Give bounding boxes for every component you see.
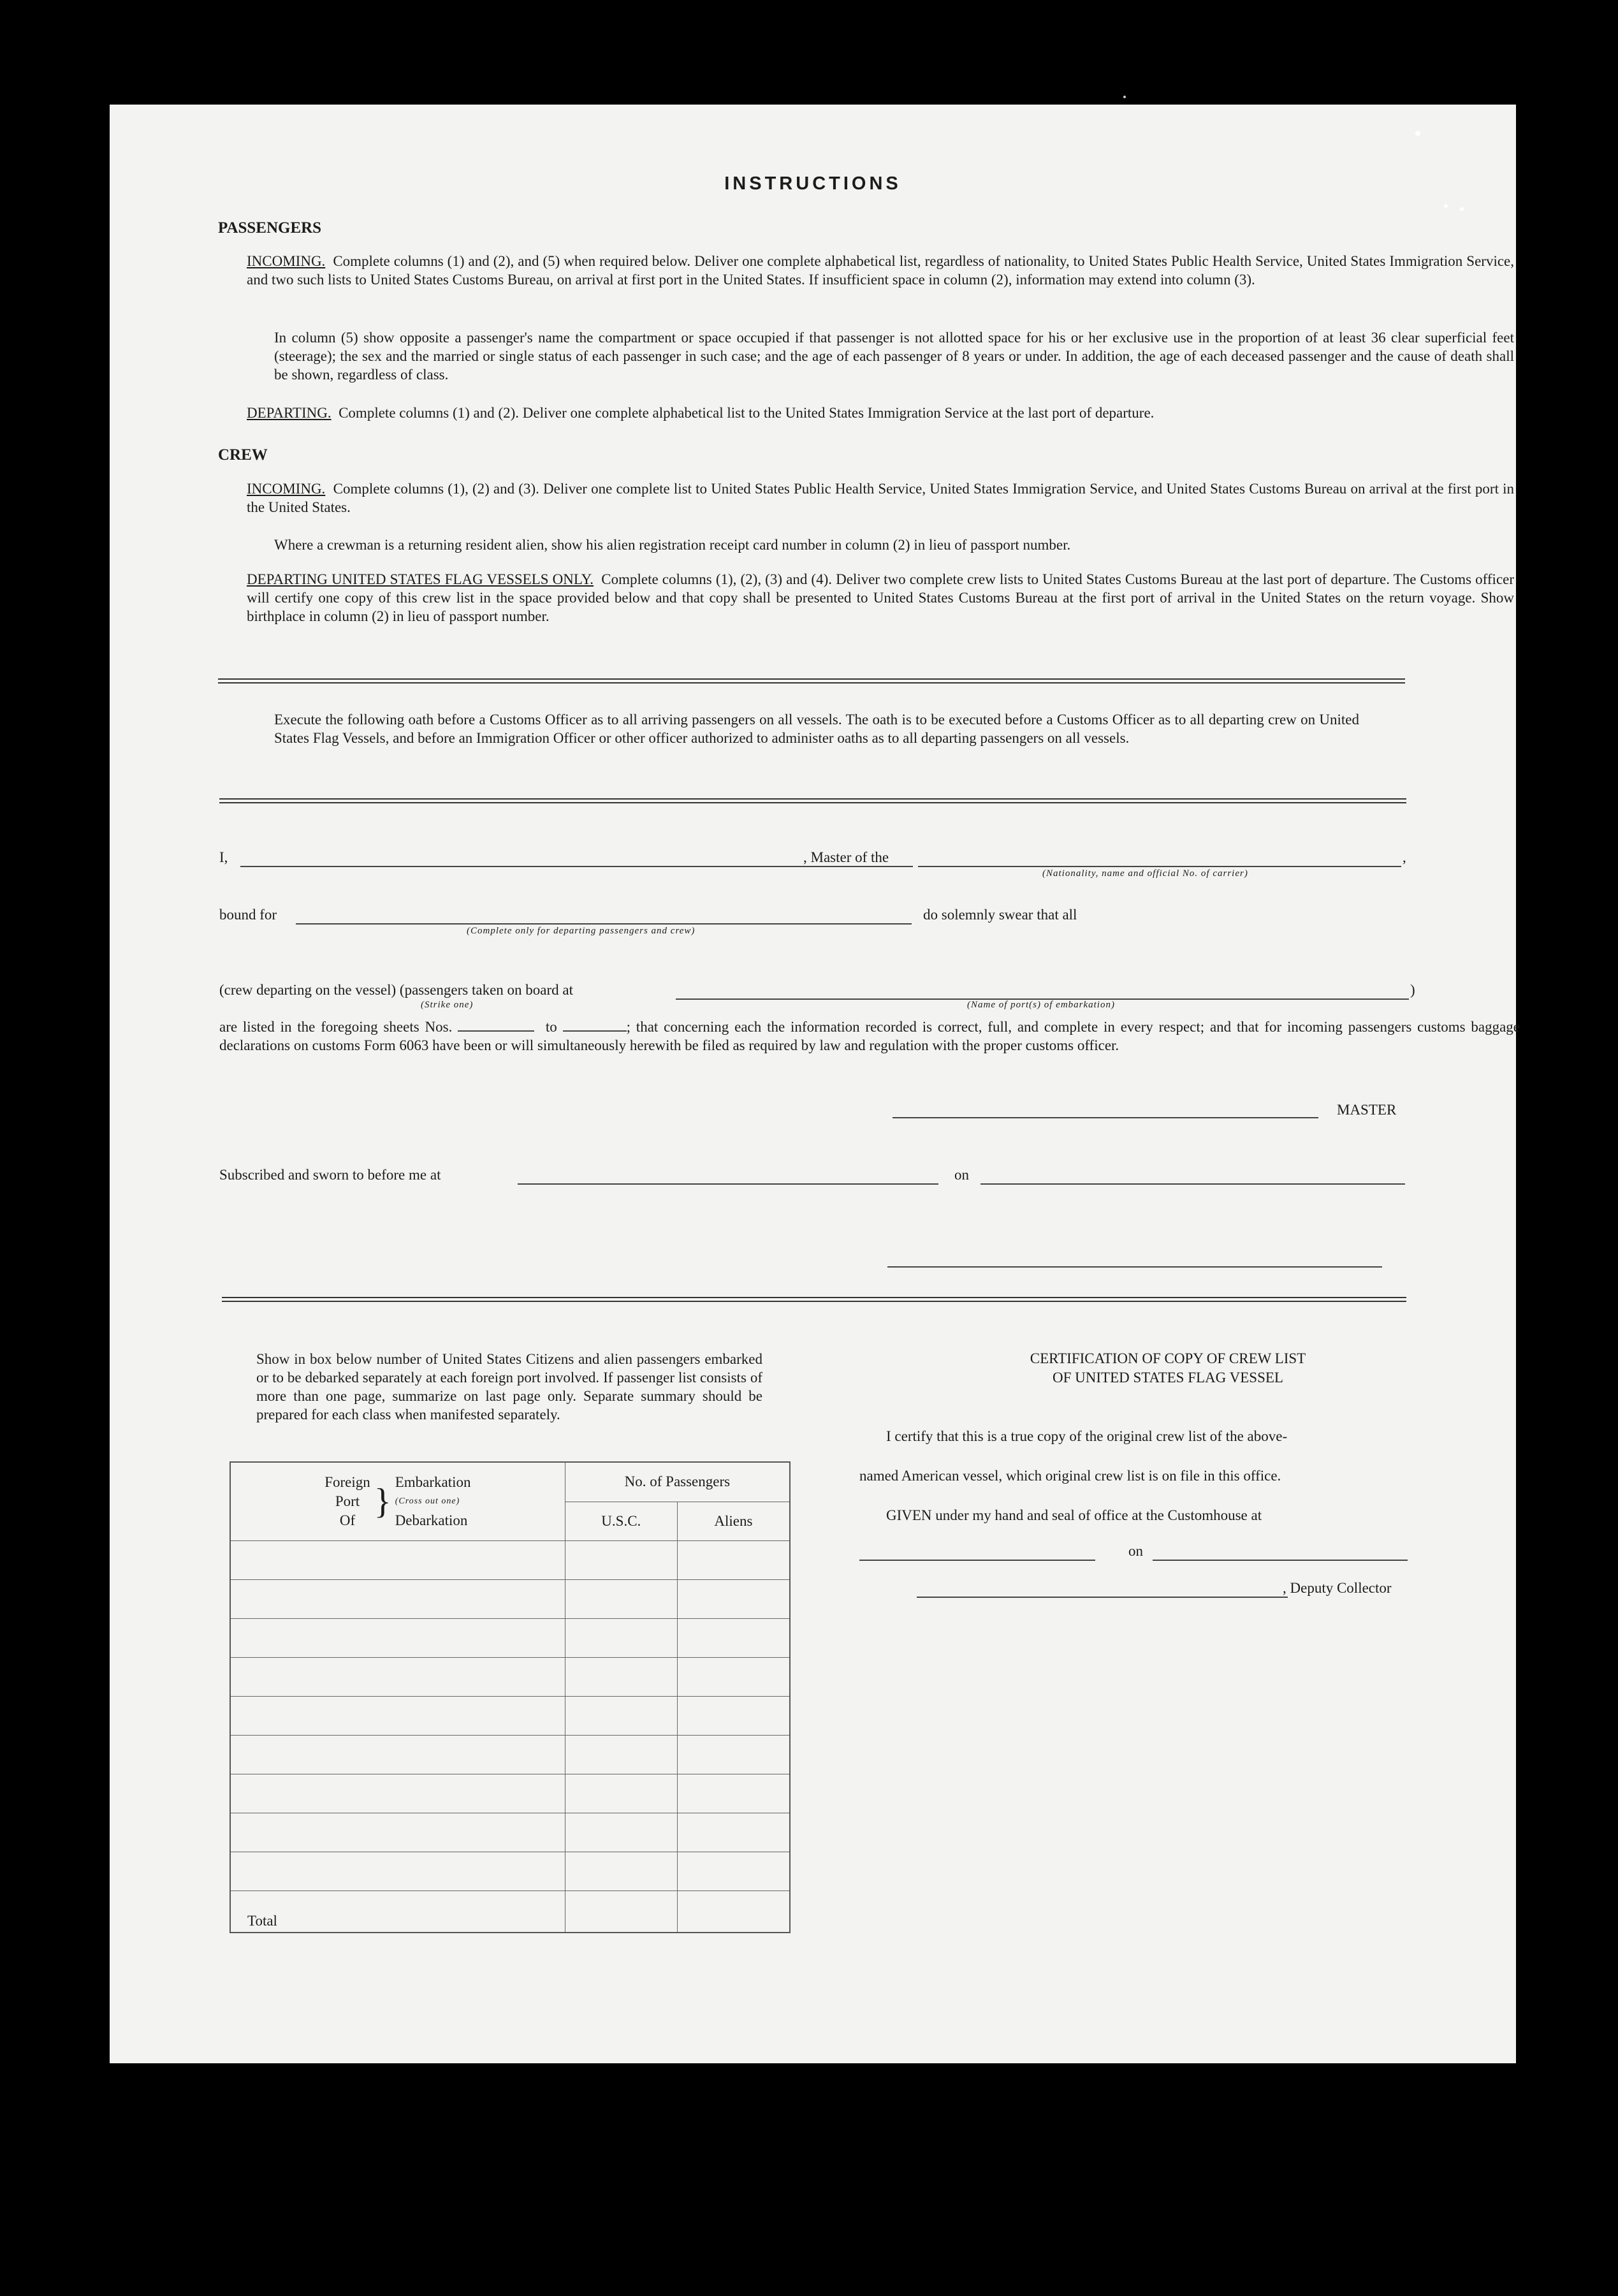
crew-departing-label: DEPARTING UNITED STATES FLAG VESSELS ONLY. xyxy=(247,571,594,587)
certification-text-1: I certify that this is a true copy of the original crew list of the above- xyxy=(886,1428,1288,1444)
passenger-summary-table xyxy=(230,1461,791,1933)
passengers-incoming-text: Complete columns (1) and (2), and (5) when required below. Deliver one complete alphabetical list, regardless of nationality, to United States Public Health Service, United States Immigration Service, and two such lists to United States Customs Bureau, on arrival at first port in the United States. If insufficient space in column (2), information may extend into column (3). xyxy=(247,253,1515,288)
passengers-column5-paragraph: In column (5) show opposite a passenger's name the compartment or space occupied if that passenger is not allotted space for his or her exclusive use in the proportion of at least 36 clear superficial feet (steerage); the sex and the married or single status of each passenger in such case; and the age of each passenger of 8 years or under. In addition, the age of each deceased passenger and the cause of death shall be shown, regardless of class. xyxy=(274,330,1514,383)
passengers-incoming-label: INCOMING. xyxy=(247,253,326,269)
table-row xyxy=(230,1658,790,1697)
master-label: MASTER xyxy=(1337,1102,1397,1118)
section-divider xyxy=(218,678,1405,684)
sheet-to-field[interactable] xyxy=(563,1019,627,1032)
speck xyxy=(1444,204,1448,208)
officer-signature-field[interactable] xyxy=(887,1266,1382,1268)
strike-one-caption: (Strike one) xyxy=(421,1000,474,1010)
crew-departing-paragraph xyxy=(247,570,1514,625)
page-title: INSTRUCTIONS xyxy=(724,173,901,194)
oath-statement: are listed in the foregoing sheets Nos. to ; that concerning each the information recorded is correct, full, and complete in every respect; and that for incoming passengers customs baggage declarations on customs Form 6063 have been or will simultaneously herewith be filed as required by law and regulation with the proper customs officer. xyxy=(219,1019,1520,1053)
subscribed-label: Subscribed and sworn to before me at xyxy=(219,1167,441,1183)
table-row xyxy=(230,1697,790,1736)
nationality-caption: (Nationality, name and official No. of carrier) xyxy=(1042,868,1248,879)
col-foreign: Foreign xyxy=(324,1474,370,1490)
certification-on-label: on xyxy=(1128,1543,1143,1559)
bound-for-label: bound for xyxy=(219,907,277,923)
sheet-from-field[interactable] xyxy=(458,1019,534,1032)
table-row xyxy=(230,1813,790,1852)
crew-resident-paragraph: Where a crewman is a returning resident alien, show his alien registration receipt card number in column (2) in lieu of passport number. xyxy=(274,537,1071,553)
form-page: INSTRUCTIONS PASSENGERS INCOMING. Complete columns (1) and (2), and (5) when required below. Deliver one complete alphabetical list, regardless of nationality, to United States Public Health Service, United States Immigration Service, and two such lists to United States Customs Bureau, on arrival at first port in the United States. If insufficient space in column (2), information may extend into column (3). In column (5) show opposite a passenger's name the compartment or space occupied if that passenger is not allotted space for his or her exclusive use in the proportion of at least 36 clear superficial feet (steerage); the sex and the married or single status of each passenger in such case; and the age of each passenger of 8 years or under. In addition, the age of each deceased passenger and the cause of death shall be shown, regardless of class. DEPARTING. Complete columns (1) and (2). Deliver one complete alphabetical list to the United States Immigration Service at the last port of departure. CREW INCOMING. Complete columns (1), (2) and (3). Deliver one complete list to United States Public Health Service, United States Immigration Service, and United States Customs Bureau on arrival at the first port in the United States. Where a crewman is a returning resident alien, show his alien registration receipt card number in column (2) in lieu of passport number. DEPARTING UNITED STATES FLAG VESSELS ONLY. Complete columns (1), (2), (3) and (4). Deliver two complete crew lists to United States Customs Bureau at the last port of departure. The Customs officer will certify one copy of this crew list in the space provided below and that copy shall be presented to United States Customs Bureau at the first port of arrival in the United States on the return voyage. Show birthplace in column (2) in lieu of passport number. Execute the following oath before a Customs Officer as to all arriving passengers on all vessels. The oath is to be executed before a Customs Officer as to all departing crew on United States Flag Vessels, and before an Immigration Officer or other officer authorized to administer oaths as to all departing passengers on all vessels. I, , Master of the , (Nationality, name and official No. of carrier) bound for (Complete only for departing passengers and crew) do solemnly swear that all (crew departing on the vessel) (passengers taken on board at ) (Strike one) (Name of port(s) of embarkation) are listed in the foregoing sheets Nos. to ; that concerning each the information recorded is correct, full, and complete in every respect; and that for incoming passengers customs baggage declarations on customs Form 6063 have been or will simultaneously herewith be filed as required by law and regulation with the proper customs officer. MASTER Subscribed and sworn to before me at on Show in box below number of United States Citizens and alien passengers embarked or to be debarked separately at each foreign port involved. If passenger list consists of more than one page, summarize on last page only. Separate summary should be prepared for each class when manifested separately. Foreign Port Of } Embarkation (Cross out one) Debarkation No. of Passengers U.S.C. Aliens Total CERTIFICATION OF COPY OF CREW LIST OF UNITED STATES FLAG VESSEL I certify that this is a true copy of the original crew list of the above- named American vessel, which original crew list is on file in this office. GIVEN under my hand and seal of office at the Customhouse at on , Deputy Collector xyxy=(110,105,1516,2063)
certification-given: GIVEN under my hand and seal of office at the Customhouse at xyxy=(886,1507,1262,1523)
table-row xyxy=(230,1774,790,1813)
ports-caption: (Name of port(s) of embarkation) xyxy=(967,1000,1115,1010)
passengers-departing-text: Complete columns (1) and (2). Deliver one complete alphabetical list to the United States Immigration Service at the last port of departure. xyxy=(339,405,1155,421)
table-row xyxy=(230,1619,790,1658)
table-row xyxy=(230,1541,790,1580)
crew-departing-text: Complete columns (1), (2), (3) and (4). Deliver two complete crew lists to United States Customs Bureau at the last port of departure. The Customs officer will certify one copy of this crew list in the space provided below and that copy shall be presented to United States Customs Bureau at the first port of arrival in the United States on the return voyage. Show birthplace in column (2) in lieu of passport number. xyxy=(247,571,1515,624)
speck xyxy=(1460,207,1464,211)
oath-instruction: Execute the following oath before a Customs Officer as to all arriving passengers on all vessels. The oath is to be executed before a Customs Officer as to all departing crew on United States Flag Vessels, and before an Immigration Officer or other officer authorized to administer oaths as to all departing passengers on all vessels. xyxy=(274,712,1359,746)
total-label: Total xyxy=(230,1891,565,1933)
table-row xyxy=(230,1852,790,1891)
brace-icon: } xyxy=(374,1482,391,1521)
close-paren: ) xyxy=(1410,982,1415,998)
sworn-on-label: on xyxy=(954,1167,969,1183)
col-embarkation: Embarkation xyxy=(395,1474,471,1490)
crew-incoming-label: INCOMING. xyxy=(247,481,326,497)
crew-incoming-paragraph xyxy=(247,479,1514,516)
col-of: Of xyxy=(339,1512,356,1528)
col-passengers: No. of Passengers xyxy=(565,1462,790,1502)
summary-intro: Show in box below number of United States Citizens and alien passengers embarked or to be debarked separately at each foreign port involved. If passenger list consists of more than one page, summarize on last page only. Separate summary should be prepared for each class when manifested separately. xyxy=(256,1351,762,1422)
crew-incoming-text: Complete columns (1), (2) and (3). Deliver one complete list to United States Public Health Service, United States Immigration Service, and United States Customs Bureau on arrival at the first port in the United States. xyxy=(247,481,1515,515)
deputy-signature-field[interactable] xyxy=(917,1597,1288,1598)
bound-for-field[interactable] xyxy=(296,923,912,925)
certification-date-field[interactable] xyxy=(1153,1560,1408,1561)
passengers-heading: PASSENGERS xyxy=(218,219,322,237)
speck xyxy=(1123,96,1126,98)
crew-departing-text: (crew departing on the vessel) (passengers taken on board at xyxy=(219,982,573,998)
section-divider xyxy=(219,798,1406,803)
sworn-place-field[interactable] xyxy=(518,1183,938,1185)
passengers-incoming-paragraph xyxy=(247,252,1514,289)
col-cross-out: (Cross out one) xyxy=(395,1496,460,1506)
col-aliens: Aliens xyxy=(677,1502,790,1541)
master-of-label: , Master of the xyxy=(803,849,889,865)
bound-for-caption: (Complete only for departing passengers and crew) xyxy=(467,926,696,936)
certification-heading: CERTIFICATION OF COPY OF CREW LIST OF UNITED STATES FLAG VESSEL xyxy=(1030,1350,1306,1386)
section-divider xyxy=(222,1297,1406,1302)
master-signature-field[interactable] xyxy=(893,1117,1318,1118)
carrier-field[interactable] xyxy=(918,866,1401,867)
sworn-date-field[interactable] xyxy=(980,1183,1405,1185)
master-name-field[interactable] xyxy=(240,866,913,867)
crew-heading: CREW xyxy=(218,446,268,464)
customhouse-field[interactable] xyxy=(859,1560,1095,1561)
speck xyxy=(1415,131,1420,136)
col-port: Port xyxy=(335,1493,360,1509)
table-row xyxy=(230,1736,790,1774)
swear-text: do solemnly swear that all xyxy=(923,907,1077,923)
total-row xyxy=(230,1891,790,1933)
certification-text-2: named American vessel, which original crew list is on file in this office. xyxy=(859,1468,1281,1484)
passengers-departing-paragraph xyxy=(247,404,1514,422)
passengers-departing-label: DEPARTING. xyxy=(247,405,332,421)
col-usc: U.S.C. xyxy=(565,1502,677,1541)
deputy-collector-label: , Deputy Collector xyxy=(1283,1580,1392,1596)
col-debarkation: Debarkation xyxy=(395,1512,468,1528)
oath-i-label: I, xyxy=(219,849,228,865)
table-row xyxy=(230,1580,790,1619)
